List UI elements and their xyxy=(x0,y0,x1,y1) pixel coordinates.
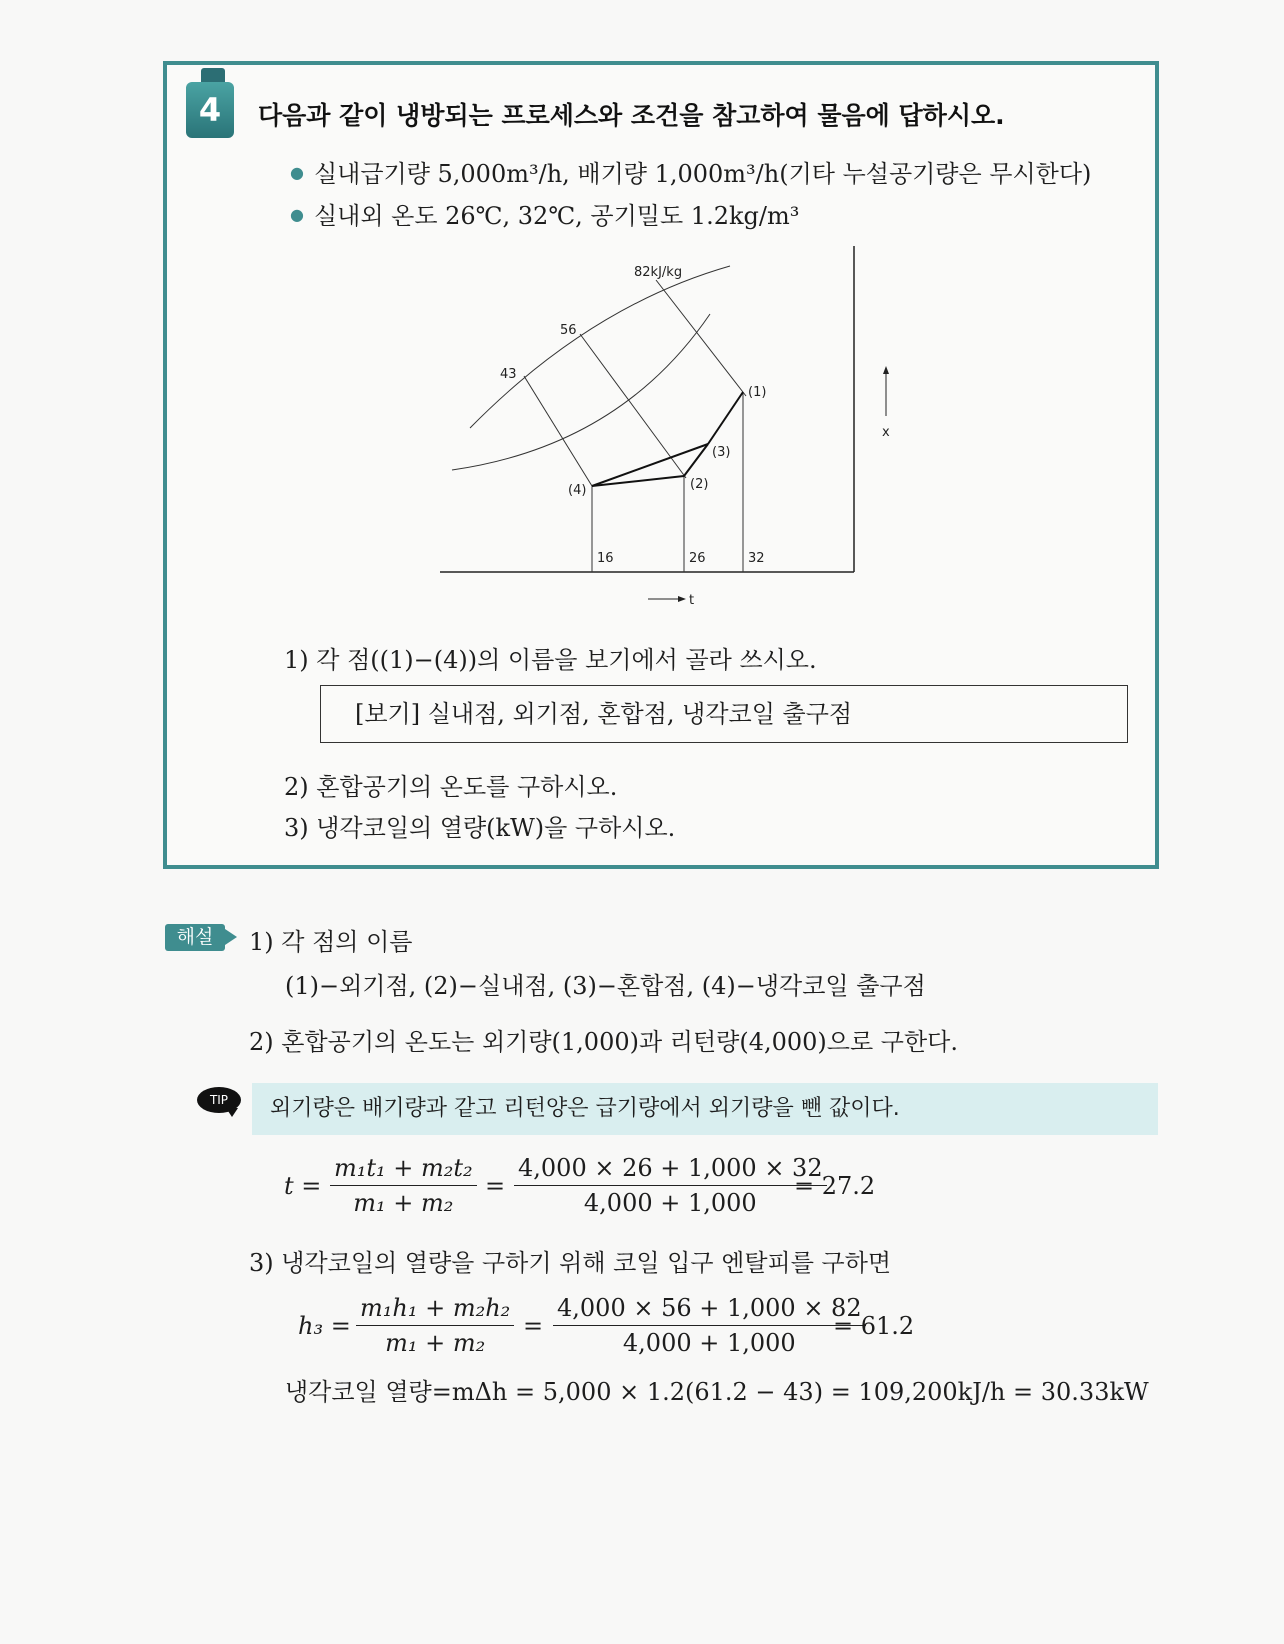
eq1-numerator: m₁t₁ + m₂t₂ xyxy=(330,1154,477,1186)
temp-tick-32: 32 xyxy=(748,551,765,566)
condition-bullet-2 xyxy=(290,196,799,231)
eq1-numeric-denominator: 4,000 + 1,000 xyxy=(583,1189,757,1217)
tip-icon-tail xyxy=(226,1108,238,1117)
eq2-numeric-denominator: 4,000 + 1,000 xyxy=(622,1329,796,1357)
sub-question-3: 3) 냉각코일의 열량(kW)을 구하시오. xyxy=(284,814,676,842)
enthalpy-label-82: 82kJ/kg xyxy=(634,265,683,280)
bullet-dot-icon: ● xyxy=(290,205,304,224)
condition-text-1: 실내급기량 5,000m³/h, 배기량 1,000m³/h(기타 누설공기량은 무시한다) xyxy=(313,160,1092,188)
eq2-numeric-numerator: 4,000 × 56 + 1,000 × 82 xyxy=(553,1294,866,1326)
enthalpy-label-56: 56 xyxy=(560,323,577,338)
condition-bullet-1 xyxy=(290,154,1091,189)
solution-2-heading: 2) 혼합공기의 온도는 외기량(1,000)과 리턴량(4,000)으로 구한다. xyxy=(249,1028,958,1056)
question-number-badge xyxy=(186,68,240,140)
eq2-lhs: h₃ = xyxy=(298,1312,351,1340)
point-label-1: (1) xyxy=(748,385,767,400)
solution-3-heading: 3) 냉각코일의 열량을 구하기 위해 코일 입구 엔탈피를 구하면 xyxy=(249,1249,892,1277)
question-number: 4 xyxy=(186,82,234,138)
process-line-3-1 xyxy=(708,392,743,444)
eq1-symbolic-fraction xyxy=(330,1154,477,1217)
eq2-numerator: m₁h₁ + m₂h₂ xyxy=(356,1294,514,1326)
eq2-equals: = xyxy=(523,1312,544,1340)
saturation-curve-outer xyxy=(470,266,730,428)
sub-question-2: 2) 혼합공기의 온도를 구하시오. xyxy=(284,773,618,801)
example-box: [보기] 실내점, 외기점, 혼합점, 냉각코일 출구점 xyxy=(320,685,1128,743)
tip-text: 외기량은 배기량과 같고 리턴양은 급기량에서 외기량을 뺀 값이다. xyxy=(252,1083,1158,1135)
point-label-2: (2) xyxy=(690,477,709,492)
eq2-numeric-fraction xyxy=(553,1294,866,1357)
enthalpy-line-43 xyxy=(524,376,592,486)
eq2-result: = 61.2 xyxy=(833,1312,915,1340)
point-label-4: (4) xyxy=(568,483,587,498)
x-humidity-label: x xyxy=(882,425,890,440)
eq1-denominator: m₁ + m₂ xyxy=(353,1189,454,1217)
psychrometric-diagram xyxy=(440,246,900,616)
eq1-numeric-fraction xyxy=(514,1154,827,1217)
solution-badge-arrow-icon xyxy=(225,929,237,945)
temp-tick-16: 16 xyxy=(597,551,614,566)
eq2-denominator: m₁ + m₂ xyxy=(385,1329,486,1357)
t-axis-arrowhead-icon xyxy=(678,596,686,602)
enthalpy-line-82 xyxy=(656,280,746,396)
enthalpy-label-43: 43 xyxy=(500,367,517,382)
temp-tick-26: 26 xyxy=(689,551,706,566)
condition-text-2: 실내외 온도 26℃, 32℃, 공기밀도 1.2kg/m³ xyxy=(313,202,800,230)
point-label-3: (3) xyxy=(712,445,731,460)
eq2-symbolic-fraction xyxy=(356,1294,514,1357)
solution-badge: 해설 xyxy=(165,924,225,951)
solution-1-heading: 1) 각 점의 이름 xyxy=(249,928,413,956)
tip-icon: TIP xyxy=(197,1087,241,1113)
sub-question-1: 1) 각 점((1)−(4))의 이름을 보기에서 골라 쓰시오. xyxy=(284,646,817,674)
cooling-coil-heat-line: 냉각코일 열량=mΔh = 5,000 × 1.2(61.2 − 43) = 109,200kJ/h = 30.33kW xyxy=(285,1378,1149,1406)
question-title: 다음과 같이 냉방되는 프로세스와 조건을 참고하여 물음에 답하시오. xyxy=(258,101,1005,130)
eq1-result: = 27.2 xyxy=(794,1172,876,1200)
bullet-dot-icon: ● xyxy=(290,163,304,182)
x-humidity-arrowhead-icon xyxy=(883,366,889,374)
t-axis-label: t xyxy=(689,593,695,608)
solution-1-answer: (1)−외기점, (2)−실내점, (3)−혼합점, (4)−냉각코일 출구점 xyxy=(285,972,926,1000)
eq1-equals: = xyxy=(485,1172,506,1200)
eq1-lhs: t = xyxy=(284,1172,322,1200)
eq1-numeric-numerator: 4,000 × 26 + 1,000 × 32 xyxy=(514,1154,827,1186)
enthalpy-line-56 xyxy=(580,334,686,478)
saturation-curve-inner xyxy=(452,314,710,470)
